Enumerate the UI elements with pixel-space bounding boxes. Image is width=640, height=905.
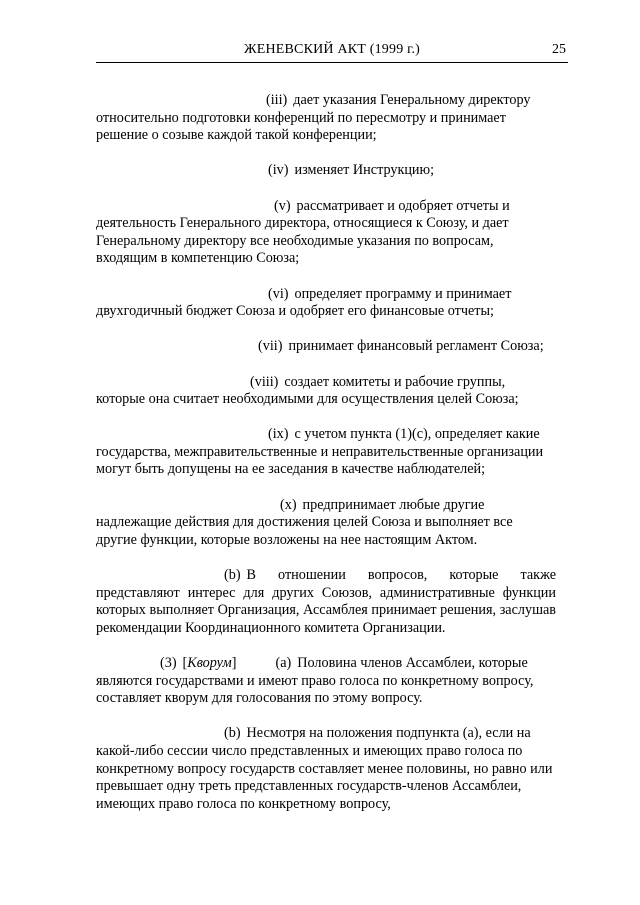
item-viii	[96, 374, 556, 409]
running-header	[96, 40, 568, 63]
item-number: (x)	[280, 496, 297, 513]
item-text: дает указания Генеральному директору относительно подготовки конференций по пересмотру и принимает решение о созыве каждой такой конференции;	[96, 92, 531, 144]
item-number: (v)	[274, 197, 291, 214]
item-ix	[96, 426, 556, 479]
quorum-heading: Кворум	[187, 655, 232, 671]
item-v	[96, 198, 556, 268]
paragraph-3-quorum: (3) [Кворум] (а) Половина членов Ассамблеи, которые являются государствами и имеют право голоса по конкретному вопросу, составляет кворум для голосования по этому вопросу.	[96, 655, 534, 707]
paragraph-number: (b)	[224, 725, 241, 742]
item-text: изменяет Инструкцию;	[294, 162, 435, 179]
page-number: 25	[552, 42, 566, 57]
paragraph-b-quorum-exception	[96, 725, 556, 813]
item-number: (viii)	[250, 373, 279, 390]
item-iv	[96, 162, 556, 180]
item-text: предпринимает любые другие надлежащие действия для достижения целей Союза и выполняет все другие функции, которые возложены на нее настоящим Актом.	[96, 496, 513, 548]
item-iii	[96, 92, 556, 145]
paragraph-text: Несмотря на положения подпункта (а), если на какой-либо сессии число представленных и имеющих право голоса по конкретному вопросу государств составляет менее половины, но равно или превышает одну треть представленных государств-членов Ассамблеи, имеющих право голоса по конкретному вопросу,	[96, 725, 553, 812]
subparagraph-number: (а)	[275, 655, 292, 671]
item-number: (vi)	[268, 285, 289, 302]
item-vii	[96, 338, 556, 356]
item-text: принимает финансовый регламент Союза;	[288, 338, 544, 355]
item-number: (iv)	[268, 162, 289, 179]
paragraph-text: Половина членов Ассамблеи, которые являются государствами и имеют право голоса по конкретному вопросу, составляет кворум для голосования по этому вопросу.	[96, 655, 534, 707]
paragraph-text: В отношении вопросов, которые также представляют интерес для других Союзов, административные функции которых выполняет Организация, Ассамблея принимает решения, заслушав рекомендации Координационного комитета Организации.	[96, 567, 556, 636]
item-vi	[96, 286, 556, 321]
paragraph-number: (3)	[160, 655, 177, 671]
item-text: рассматривает и одобряет отчеты и деятельность Генерального директора, относящиеся к Союзу, и дает Генеральному директору все необходимые указания по вопросам, входящим в компетенцию Союза;	[96, 197, 510, 267]
item-text: определяет программу и принимает двухгодичный бюджет Союза и одобряет его финансовые отчеты;	[96, 285, 512, 320]
paragraph-b-other-unions	[96, 567, 556, 637]
paragraph-number: (b)	[224, 567, 241, 584]
item-number: (ix)	[268, 426, 289, 443]
item-number: (iii)	[266, 92, 288, 108]
item-text: создает комитеты и рабочие группы, которые она считает необходимыми для осуществления целей Союза;	[96, 373, 519, 408]
document-body	[96, 92, 556, 831]
item-number: (vii)	[258, 338, 283, 355]
item-x	[96, 497, 556, 550]
item-text: с учетом пункта (1)(с), определяет какие государства, межправительственные и неправительственные организации могут быть допущены на ее заседания в качестве наблюдателей;	[96, 426, 544, 478]
header-title: ЖЕНЕВСКИЙ АКТ (1999 г.)	[243, 42, 421, 57]
